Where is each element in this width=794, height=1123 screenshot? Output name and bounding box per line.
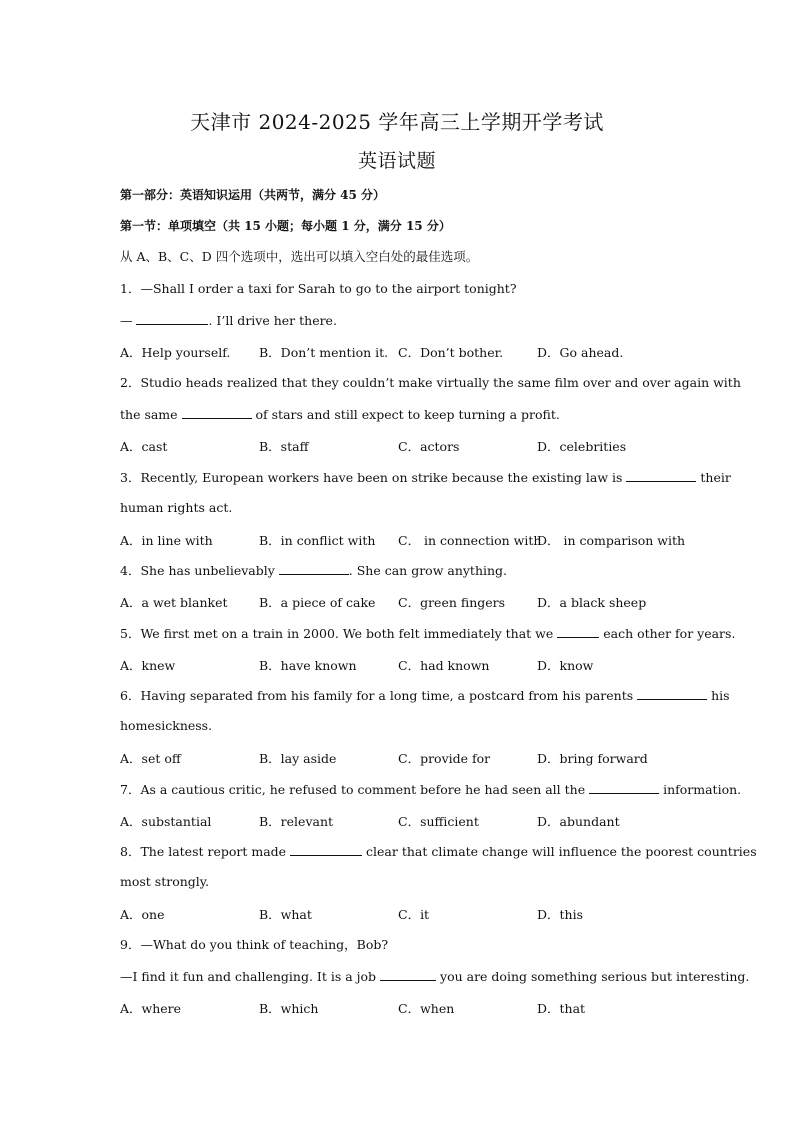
option-c[interactable]: C．provide for: [398, 751, 491, 766]
option-d[interactable]: D．that: [537, 1001, 586, 1016]
exam-title: 天津市 2024-2025 学年高三上学期开学考试: [190, 110, 604, 134]
question-3: 3．Recently, European workers have been on strike because the existing law is their: [120, 470, 731, 485]
option-a[interactable]: A．Help yourself.: [120, 345, 231, 360]
question-8-line2: most strongly.: [120, 874, 210, 889]
answer-blank[interactable]: [290, 843, 362, 856]
option-c[interactable]: C．Don’t bother.: [398, 345, 504, 360]
question-2: 2．Studio heads realized that they couldn’t make virtually the same film over and over again with: [120, 375, 741, 390]
option-d[interactable]: D．this: [537, 907, 584, 922]
question-3-line2: human rights act.: [120, 500, 233, 515]
option-a[interactable]: A．cast: [120, 439, 168, 454]
answer-blank[interactable]: [589, 781, 659, 794]
option-b[interactable]: B．lay aside: [259, 751, 337, 766]
option-b[interactable]: B．a piece of cake: [259, 595, 376, 610]
option-b[interactable]: B．have known: [259, 658, 357, 673]
option-b[interactable]: B．which: [259, 1001, 319, 1016]
option-a[interactable]: A．a wet blanket: [120, 595, 228, 610]
option-d[interactable]: D．a black sheep: [537, 595, 647, 610]
option-c[interactable]: C．green fingers: [398, 595, 506, 610]
question-2-options: [120, 437, 680, 453]
question-8: 8．The latest report made clear that climate change will influence the poorest countries: [120, 844, 757, 859]
question-4-options: [120, 593, 680, 609]
option-d[interactable]: D． in comparison with: [537, 533, 686, 548]
question-9-line2: —I find it fun and challenging. It is a job you are doing something serious but interesting.: [120, 969, 750, 984]
section-heading: 第一节：单项填空（共 15 小题；每小题 1 分，满分 15 分）: [120, 219, 451, 233]
option-b[interactable]: B．what: [259, 907, 312, 922]
answer-blank[interactable]: [136, 312, 208, 325]
option-a[interactable]: A．knew: [120, 658, 176, 673]
answer-blank[interactable]: [557, 625, 599, 638]
option-d[interactable]: D．abundant: [537, 814, 620, 829]
answer-blank[interactable]: [279, 562, 349, 575]
option-d[interactable]: D．know: [537, 658, 594, 673]
option-b[interactable]: B．in conflict with: [259, 533, 376, 548]
option-a[interactable]: A．set off: [120, 751, 181, 766]
option-c[interactable]: C．when: [398, 1001, 455, 1016]
question-8-options: [120, 905, 680, 921]
question-3-options: [120, 531, 686, 548]
question-7-options: [120, 812, 680, 828]
question-1: 1．—Shall I order a taxi for Sarah to go to the airport tonight?: [120, 281, 517, 296]
option-a[interactable]: A．in line with: [120, 533, 213, 548]
instruction-text: 从 A、B、C、D 四个选项中，选出可以填入空白处的最佳选项。: [120, 249, 479, 264]
option-a[interactable]: A．one: [120, 907, 165, 922]
exam-subtitle: 英语试题: [357, 150, 436, 172]
question-5-options: [120, 656, 680, 672]
question-1-options: [120, 343, 680, 359]
question-7: 7．As a cautious critic, he refused to comment before he had seen all the information.: [120, 782, 742, 797]
question-6-options: [120, 749, 680, 765]
option-c[interactable]: C．it: [398, 907, 430, 922]
part-heading: 第一部分：英语知识运用（共两节，满分 45 分）: [120, 188, 386, 202]
option-c[interactable]: C．had known: [398, 658, 490, 673]
answer-blank[interactable]: [380, 968, 436, 981]
question-5: 5．We first met on a train in 2000. We both felt immediately that we each other for years.: [120, 626, 736, 641]
option-d[interactable]: D．Go ahead.: [537, 345, 624, 360]
answer-blank[interactable]: [626, 469, 696, 482]
option-b[interactable]: B．relevant: [259, 814, 334, 829]
option-d[interactable]: D．celebrities: [537, 439, 627, 454]
answer-blank[interactable]: [637, 687, 707, 700]
question-6-line2: homesickness.: [120, 718, 213, 733]
option-c[interactable]: C． in connection with: [398, 533, 542, 548]
question-2-line2: the same of stars and still expect to keep turning a profit.: [120, 407, 560, 422]
option-c[interactable]: C．sufficient: [398, 814, 479, 829]
question-6: 6．Having separated from his family for a long time, a postcard from his parents his: [120, 688, 730, 703]
option-d[interactable]: D．bring forward: [537, 751, 648, 766]
question-1-line2: — . I’ll drive her there.: [120, 313, 337, 328]
option-b[interactable]: B．Don’t mention it.: [259, 345, 389, 360]
question-9-options: [120, 999, 680, 1015]
answer-blank[interactable]: [182, 406, 252, 419]
option-a[interactable]: A．substantial: [120, 814, 212, 829]
question-9: 9．—What do you think of teaching，Bob?: [120, 937, 389, 952]
option-c[interactable]: C．actors: [398, 439, 460, 454]
question-4: 4．She has unbelievably . She can grow anything.: [120, 563, 508, 578]
option-a[interactable]: A．where: [120, 1001, 182, 1016]
option-b[interactable]: B．staff: [259, 439, 309, 454]
